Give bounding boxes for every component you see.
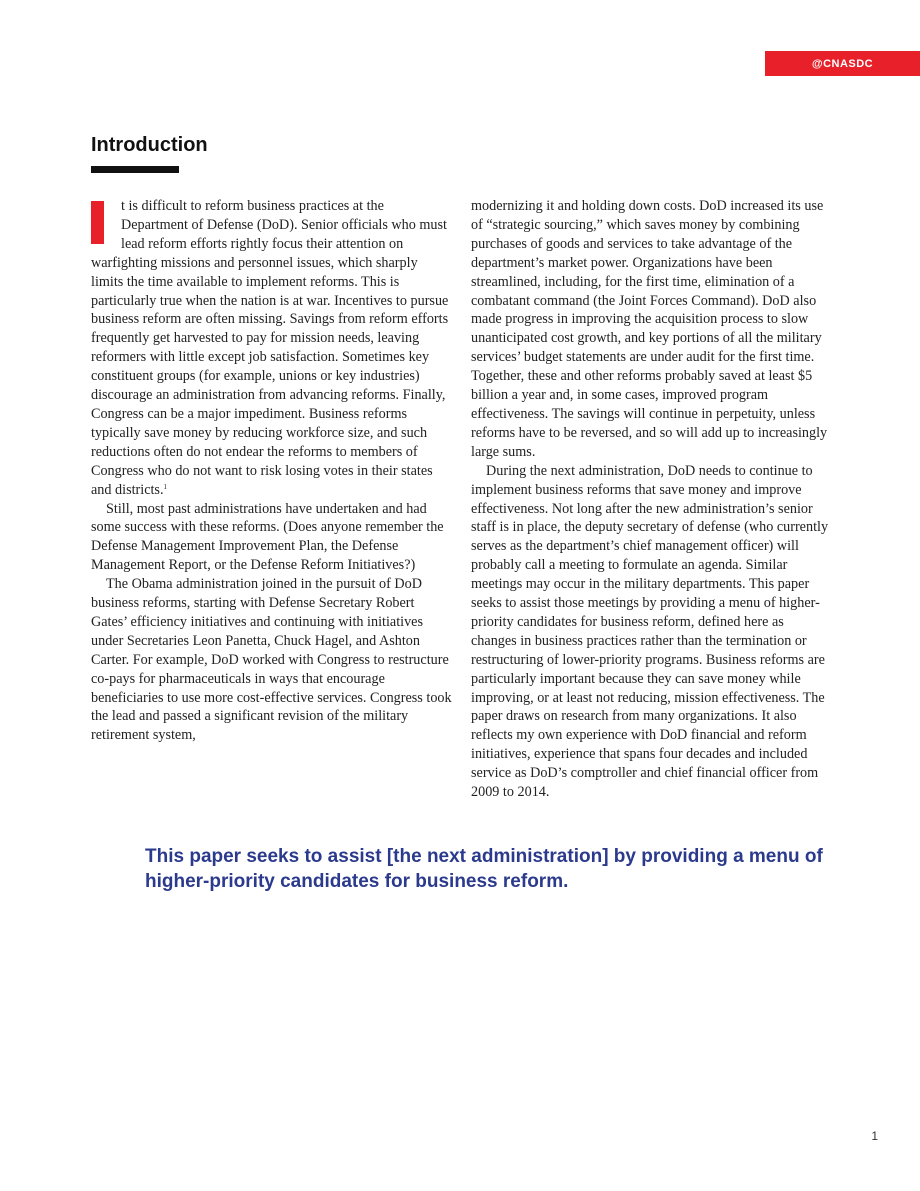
- twitter-handle-tag: @CNASDC: [765, 51, 920, 76]
- paragraph: During the next administration, DoD needs to continue to implement business reforms that save money and improve effectiveness. Not long after the new administration’s senior staff is in place, the deputy secretary of defense (who currently serves as the department’s chief management officer) will probably call a meeting to formulate an agenda. Similar meetings may occur in the military departments. This paper seeks to assist those meetings by providing a menu of higher-priority candidates for business reform, defined here as changes in business practices rather than the termination or restructuring of lower-priority programs. Business reforms are particularly important because they can save money while improving, or at least not reducing, mission effectiveness. The paper draws on research from many organizations. It also reflects my own experience with DoD financial and reform initiatives, experience that spans four decades and included service as DoD’s comptroller and chief financial officer from 2009 to 2014.: [471, 462, 829, 801]
- pull-quote: This paper seeks to assist [the next administration] by providing a menu of higher-priority candidates for business reform.: [145, 846, 823, 892]
- paragraph: [91, 197, 453, 500]
- paragraph-text: t is difficult to reform business practices at the Department of Defense (DoD). Senior officials who must lead reform efforts rightly focus their attention on warfighting missions and personnel issues, which sharply limits the time available to implement reforms. This is particularly true when the nation is at war. Incentives to pursue business reform are often missing. Savings from reform efforts frequently get harvested to pay for mission needs, leaving reformers with little except job satisfaction. Sometimes key constituent groups (for example, unions or key industries) discourage an administration from advancing reforms. Finally, Congress can be a major impediment. Business reforms typically save money by reducing workforce size, and such reductions often do not endear the reforms to members of Congress who do not want to risk losing votes in their states and districts.: [91, 198, 449, 498]
- paragraph: modernizing it and holding down costs. DoD increased its use of “strategic sourcing,” which saves money by combining purchases of goods and services to take advantage of the department’s market power. Organizations have been streamlined, including, for the first time, elimination of a combatant command (the Joint Forces Command). DoD also made progress in improving the acquisition process to slow unanticipated cost growth, and key portions of all the military services’ budget statements are under audit for the first time. Together, these and other reforms probably saved at least $5 billion a year and, in some cases, improved program effectiveness. The savings will continue in perpetuity, unless reforms have to be reversed, and so will add up to increasingly large sums.: [471, 198, 828, 460]
- right-column: [471, 197, 833, 802]
- page-number: 1: [871, 1129, 878, 1143]
- section-title: Introduction: [91, 134, 208, 156]
- paragraph: The Obama administration joined in the pursuit of DoD business reforms, starting with Defense Secretary Robert Gates’ efficiency initiatives and continuing with initiatives under Secretaries Leon Panetta, Chuck Hagel, and Ashton Carter. For example, DoD worked with Congress to restructure co-pays for pharmaceuticals in ways that encourage beneficiaries to use more cost-effective services. Congress took the lead and passed a significant revision of the military retirement system,: [91, 576, 452, 744]
- footnote-marker: 1: [163, 482, 168, 491]
- title-underline: [91, 166, 179, 173]
- left-column: [91, 197, 453, 745]
- drop-cap-bar: [91, 201, 104, 244]
- paragraph: Still, most past administrations have undertaken and had some success with these reforms. (Does anyone remember the Defense Management Improvement Plan, the Defense Management Report, or the Defense Reform Initiatives?): [91, 500, 444, 574]
